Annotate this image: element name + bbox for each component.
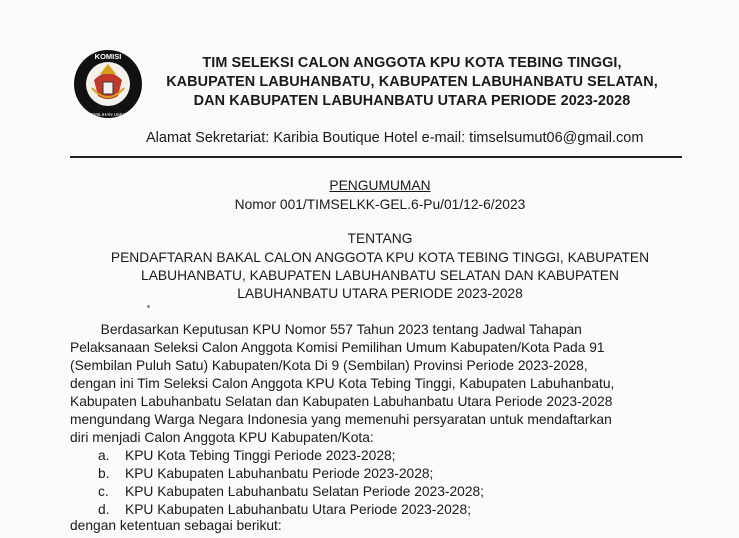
logo-text-top: KOMISI xyxy=(94,52,122,61)
header-line-1: TIM SELEKSI CALON ANGGOTA KPU KOTA TEBING TINGGI, xyxy=(202,55,622,71)
subject-line-2: LABUHANBATU, KABUPATEN LABUHANBATU SELATAN DAN KABUPATEN xyxy=(141,268,619,283)
list-text: KPU Kabupaten Labuhanbatu Selatan Periode 2023-2028; xyxy=(125,484,485,499)
list-item xyxy=(98,502,471,517)
list-text: KPU Kota Tebing Tinggi Periode 2023-2028; xyxy=(125,448,396,463)
list-marker: c. xyxy=(98,484,109,499)
body-line-4: dengan ini Tim Seleksi Calon Anggota KPU Kota Tebing Tinggi, Kabupaten Labuhanbatu, xyxy=(70,376,615,391)
closing-line: dengan ketentuan sebagai berikut: xyxy=(70,518,282,533)
list-marker: b. xyxy=(98,466,110,481)
body-line-7: diri menjadi Calon Anggota KPU Kabupaten/Kota: xyxy=(70,430,374,445)
header-line-2: KABUPATEN LABUHANBATU, KABUPATEN LABUHANBATU SELATAN, xyxy=(166,74,658,90)
body-line-1: Berdasarkan Keputusan KPU Nomor 557 Tahun 2023 tentang Jadwal Tahapan xyxy=(70,322,582,337)
list-marker: a. xyxy=(98,448,110,463)
subject-line-3: LABUHANBATU UTARA PERIODE 2023-2028 xyxy=(237,286,523,301)
header-divider xyxy=(70,156,682,158)
body-line-2: Pelaksanaan Seleksi Calon Anggota Komisi Pemilihan Umum Kabupaten/Kota Pada 91 xyxy=(70,340,605,355)
logo-text-bottom: PEMILIHAN UMUM xyxy=(87,112,129,117)
announcement-title: PENGUMUMAN xyxy=(329,178,431,193)
list-item xyxy=(98,466,433,481)
subject-line-1: PENDAFTARAN BAKAL CALON ANGGOTA KPU KOTA TEBING TINGGI, KABUPATEN xyxy=(110,250,650,265)
announcement-about: TENTANG xyxy=(347,231,413,246)
list-item xyxy=(98,484,484,499)
paper-speck xyxy=(147,305,150,308)
list-text: KPU Kabupaten Labuhanbatu Utara Periode 2023-2028; xyxy=(125,502,471,517)
list-text: KPU Kabupaten Labuhanbatu Periode 2023-2028; xyxy=(125,466,434,481)
secretariat-address: Alamat Sekretariat: Karibia Boutique Hotel e-mail: timselsumut06@gmail.com xyxy=(146,130,644,146)
body-line-6: mengundang Warga Negara Indonesia yang memenuhi persyaratan untuk mendaftarkan xyxy=(70,412,612,427)
announcement-number: Nomor 001/TIMSELKK-GEL.6-Pu/01/12-6/2023 xyxy=(234,197,526,212)
list-marker: d. xyxy=(98,502,110,517)
list-item xyxy=(98,448,396,463)
body-line-3: (Sembilan Puluh Satu) Kabupaten/Kota Di 9 (Sembilan) Provinsi Periode 2023-2028, xyxy=(70,358,588,373)
header-line-3: DAN KABUPATEN LABUHANBATU UTARA PERIODE 2023-2028 xyxy=(193,93,631,109)
body-line-5: Kabupaten Labuhanbatu Selatan dan Kabupaten Labuhanbatu Utara Periode 2023-2028 xyxy=(70,394,613,409)
kpu-logo xyxy=(72,44,144,124)
